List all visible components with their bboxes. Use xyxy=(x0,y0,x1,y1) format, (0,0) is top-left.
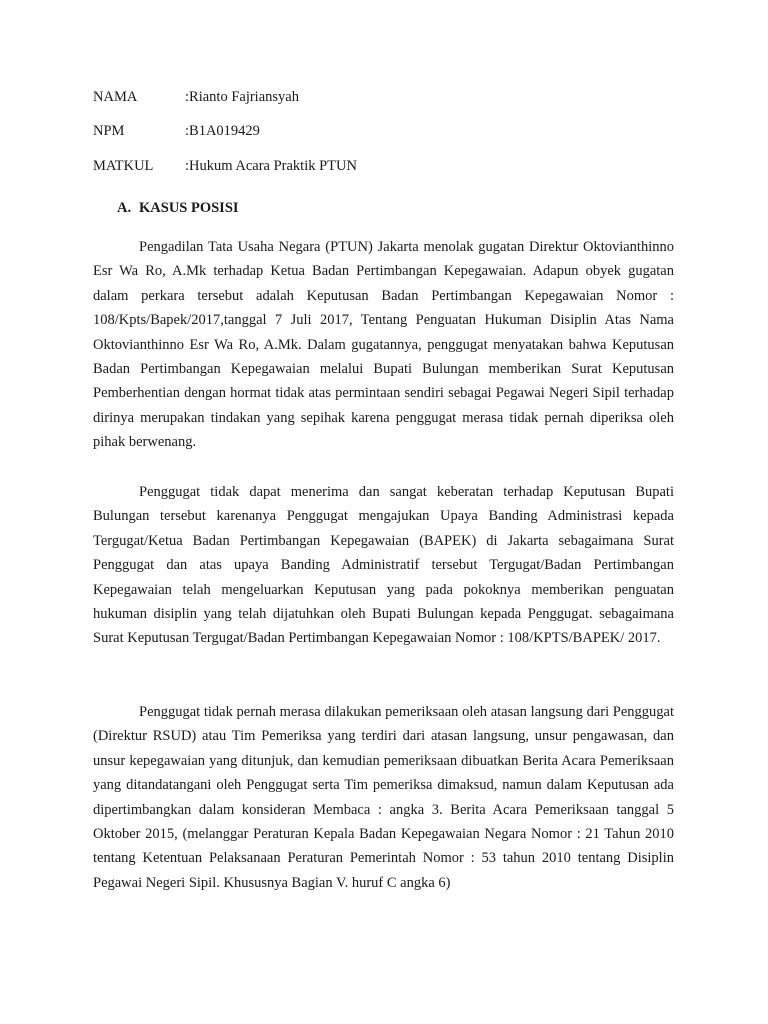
section-letter: A. xyxy=(117,200,132,216)
identity-nama-row xyxy=(93,88,299,106)
nama-label: NAMA xyxy=(93,89,138,105)
identity-npm-row xyxy=(93,122,260,140)
npm-label: NPM xyxy=(93,123,125,139)
nama-value: Rianto Fajriansyah xyxy=(189,89,299,105)
matkul-value: Hukum Acara Praktik PTUN xyxy=(189,158,357,174)
nama-colon: : xyxy=(185,89,190,105)
section-title: KASUS POSISI xyxy=(139,200,239,216)
paragraph-3: Penggugat tidak pernah merasa dilakukan pemeriksaan oleh atasan langsung dari Penggugat (Direktur RSUD) atau Tim Pemeriksa yang terdiri dari atasan langsung, unsur pengawasan, dan unsur kepegawaian yang ditunjuk, dan kemudian pemeriksaan dibuatkan Berita Acara Pemeriksaan yang ditandatangani oleh Penggugat serta Tim pemeriksa dimaksud, namun dalam Keputusan ada dipertimbangkan dalam konsideran Membaca : angka 3. Berita Acara Pemeriksaan tanggal 5 Oktober 2015, (melanggar Peraturan Kepala Badan Kepegawaian Negara Nomor : 21 Tahun 2010 tentang Ketentuan Pelaksanaan Peraturan Pemerintah Nomor : 53 tahun 2010 tentang Disiplin Pegawai Negeri Sipil. Khususnya Bagian V. huruf C angka 6) xyxy=(93,704,674,891)
matkul-colon: : xyxy=(185,158,190,174)
paragraph-2: Penggugat tidak dapat menerima dan sangat keberatan terhadap Keputusan Bupati Bulungan tersebut karenanya Penggugat mengajukan Upaya Banding Administrasi kepada Tergugat/Ketua Badan Pertimbangan Kepegawaian (BAPEK) di Jakarta sebagaimana Surat Penggugat dan atas upaya Banding Administratif tersebut Tergugat/Badan Pertimbangan Kepegawaian telah mengeluarkan Keputusan yang pada pokoknya memberikan penguatan hukuman disiplin yang telah dijatuhkan oleh Bupati Bulungan kepada Penggugat. sebagaimana Surat Keputusan Tergugat/Badan Pertimbangan Kepegawaian Nomor : 108/KPTS/BAPEK/ 2017. xyxy=(93,484,674,647)
identity-matkul-row xyxy=(93,157,357,175)
npm-colon: : xyxy=(185,123,190,139)
paragraph-1: Pengadilan Tata Usaha Negara (PTUN) Jakarta menolak gugatan Direktur Oktovianthinno Esr Wa Ro, A.Mk terhadap Ketua Badan Pertimbangan Kepegawaian. Adapun obyek gugatan dalam perkara tersebut adalah Keputusan Badan Pertimbangan Kepegawaian Nomor : 108/Kpts/Bapek/2017,tanggal 7 Juli 2017, Tentang Penguatan Hukuman Disiplin Atas Nama Oktovianthinno Esr Wa Ro, A.Mk. Dalam gugatannya, penggugat menyatakan bahwa Keputusan Badan Pertimbangan Kepegawaian melalui Bupati Bulungan memberikan Surat Keputusan Pemberhentian dengan hormat tidak atas permintaan sendiri sebagai Pegawai Negeri Sipil terhadap dirinya merupakan tindakan yang sepihak karena penggugat merasa tidak pernah diperiksa oleh pihak berwenang. xyxy=(93,239,674,451)
section-heading xyxy=(117,199,239,217)
matkul-label: MATKUL xyxy=(93,158,154,174)
npm-value: B1A019429 xyxy=(189,123,260,139)
